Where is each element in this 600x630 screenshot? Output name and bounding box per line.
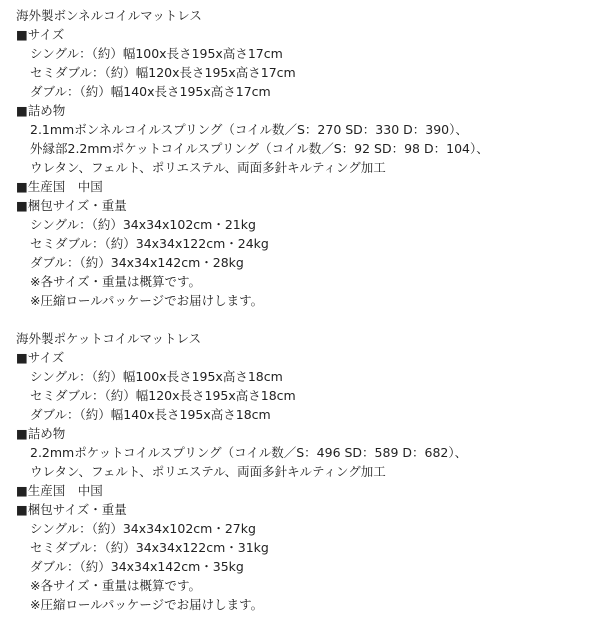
group-heading-filling: ■詰め物 <box>16 103 66 118</box>
spec-line: 2.1mmボンネルコイルスプリング（コイル数／S：270 SD：330 D：390）、 <box>30 122 468 137</box>
group-heading-filling: ■詰め物 <box>16 426 66 441</box>
group-heading-size: ■サイズ <box>16 27 65 42</box>
spec-line: シングル：（約）34x34x102cm・27kg <box>30 521 256 536</box>
group-heading-origin: ■生産国 中国 <box>16 179 103 194</box>
spec-line: セミダブル：（約）34x34x122cm・24kg <box>30 236 269 251</box>
group-heading-package: ■梱包サイズ・重量 <box>16 502 127 517</box>
section-bonnell <box>16 6 600 310</box>
spec-line: ダブル：（約）34x34x142cm・35kg <box>30 559 244 574</box>
note-line: ※各サイズ・重量は概算です。 <box>30 578 201 593</box>
section-pocket <box>16 329 600 614</box>
group-heading-package: ■梱包サイズ・重量 <box>16 198 127 213</box>
section-spacer <box>16 310 600 329</box>
spec-line: ウレタン、フェルト、ポリエステル、両面多針キルティング加工 <box>30 464 386 479</box>
spec-line: シングル：（約）幅100x長さ195x高さ18cm <box>30 369 283 384</box>
section-title: 海外製ポケットコイルマットレス <box>16 331 202 346</box>
spec-line: ダブル：（約）幅140x長さ195x高さ17cm <box>30 84 271 99</box>
note-line: ※圧縮ロールパッケージでお届けします。 <box>30 597 264 612</box>
spec-line: ダブル：（約）34x34x142cm・28kg <box>30 255 244 270</box>
group-heading-size: ■サイズ <box>16 350 65 365</box>
spec-line: セミダブル：（約）幅120x長さ195x高さ18cm <box>30 388 296 403</box>
section-title: 海外製ボンネルコイルマットレス <box>16 8 202 23</box>
spec-line: シングル：（約）幅100x長さ195x高さ17cm <box>30 46 283 61</box>
spec-line: ダブル：（約）幅140x長さ195x高さ18cm <box>30 407 271 422</box>
group-heading-origin: ■生産国 中国 <box>16 483 103 498</box>
note-line: ※各サイズ・重量は概算です。 <box>30 274 201 289</box>
spec-line: セミダブル：（約）幅120x長さ195x高さ17cm <box>30 65 296 80</box>
spec-line: シングル：（約）34x34x102cm・21kg <box>30 217 256 232</box>
note-line: ※圧縮ロールパッケージでお届けします。 <box>30 293 264 308</box>
spec-line: セミダブル：（約）34x34x122cm・31kg <box>30 540 269 555</box>
spec-line: 外縁部2.2mmポケットコイルスプリング（コイル数／S：92 SD：98 D：104）、 <box>30 141 489 156</box>
spec-line: ウレタン、フェルト、ポリエステル、両面多針キルティング加工 <box>30 160 386 175</box>
spec-line: 2.2mmポケットコイルスプリング（コイル数／S：496 SD：589 D：682）、 <box>30 445 468 460</box>
